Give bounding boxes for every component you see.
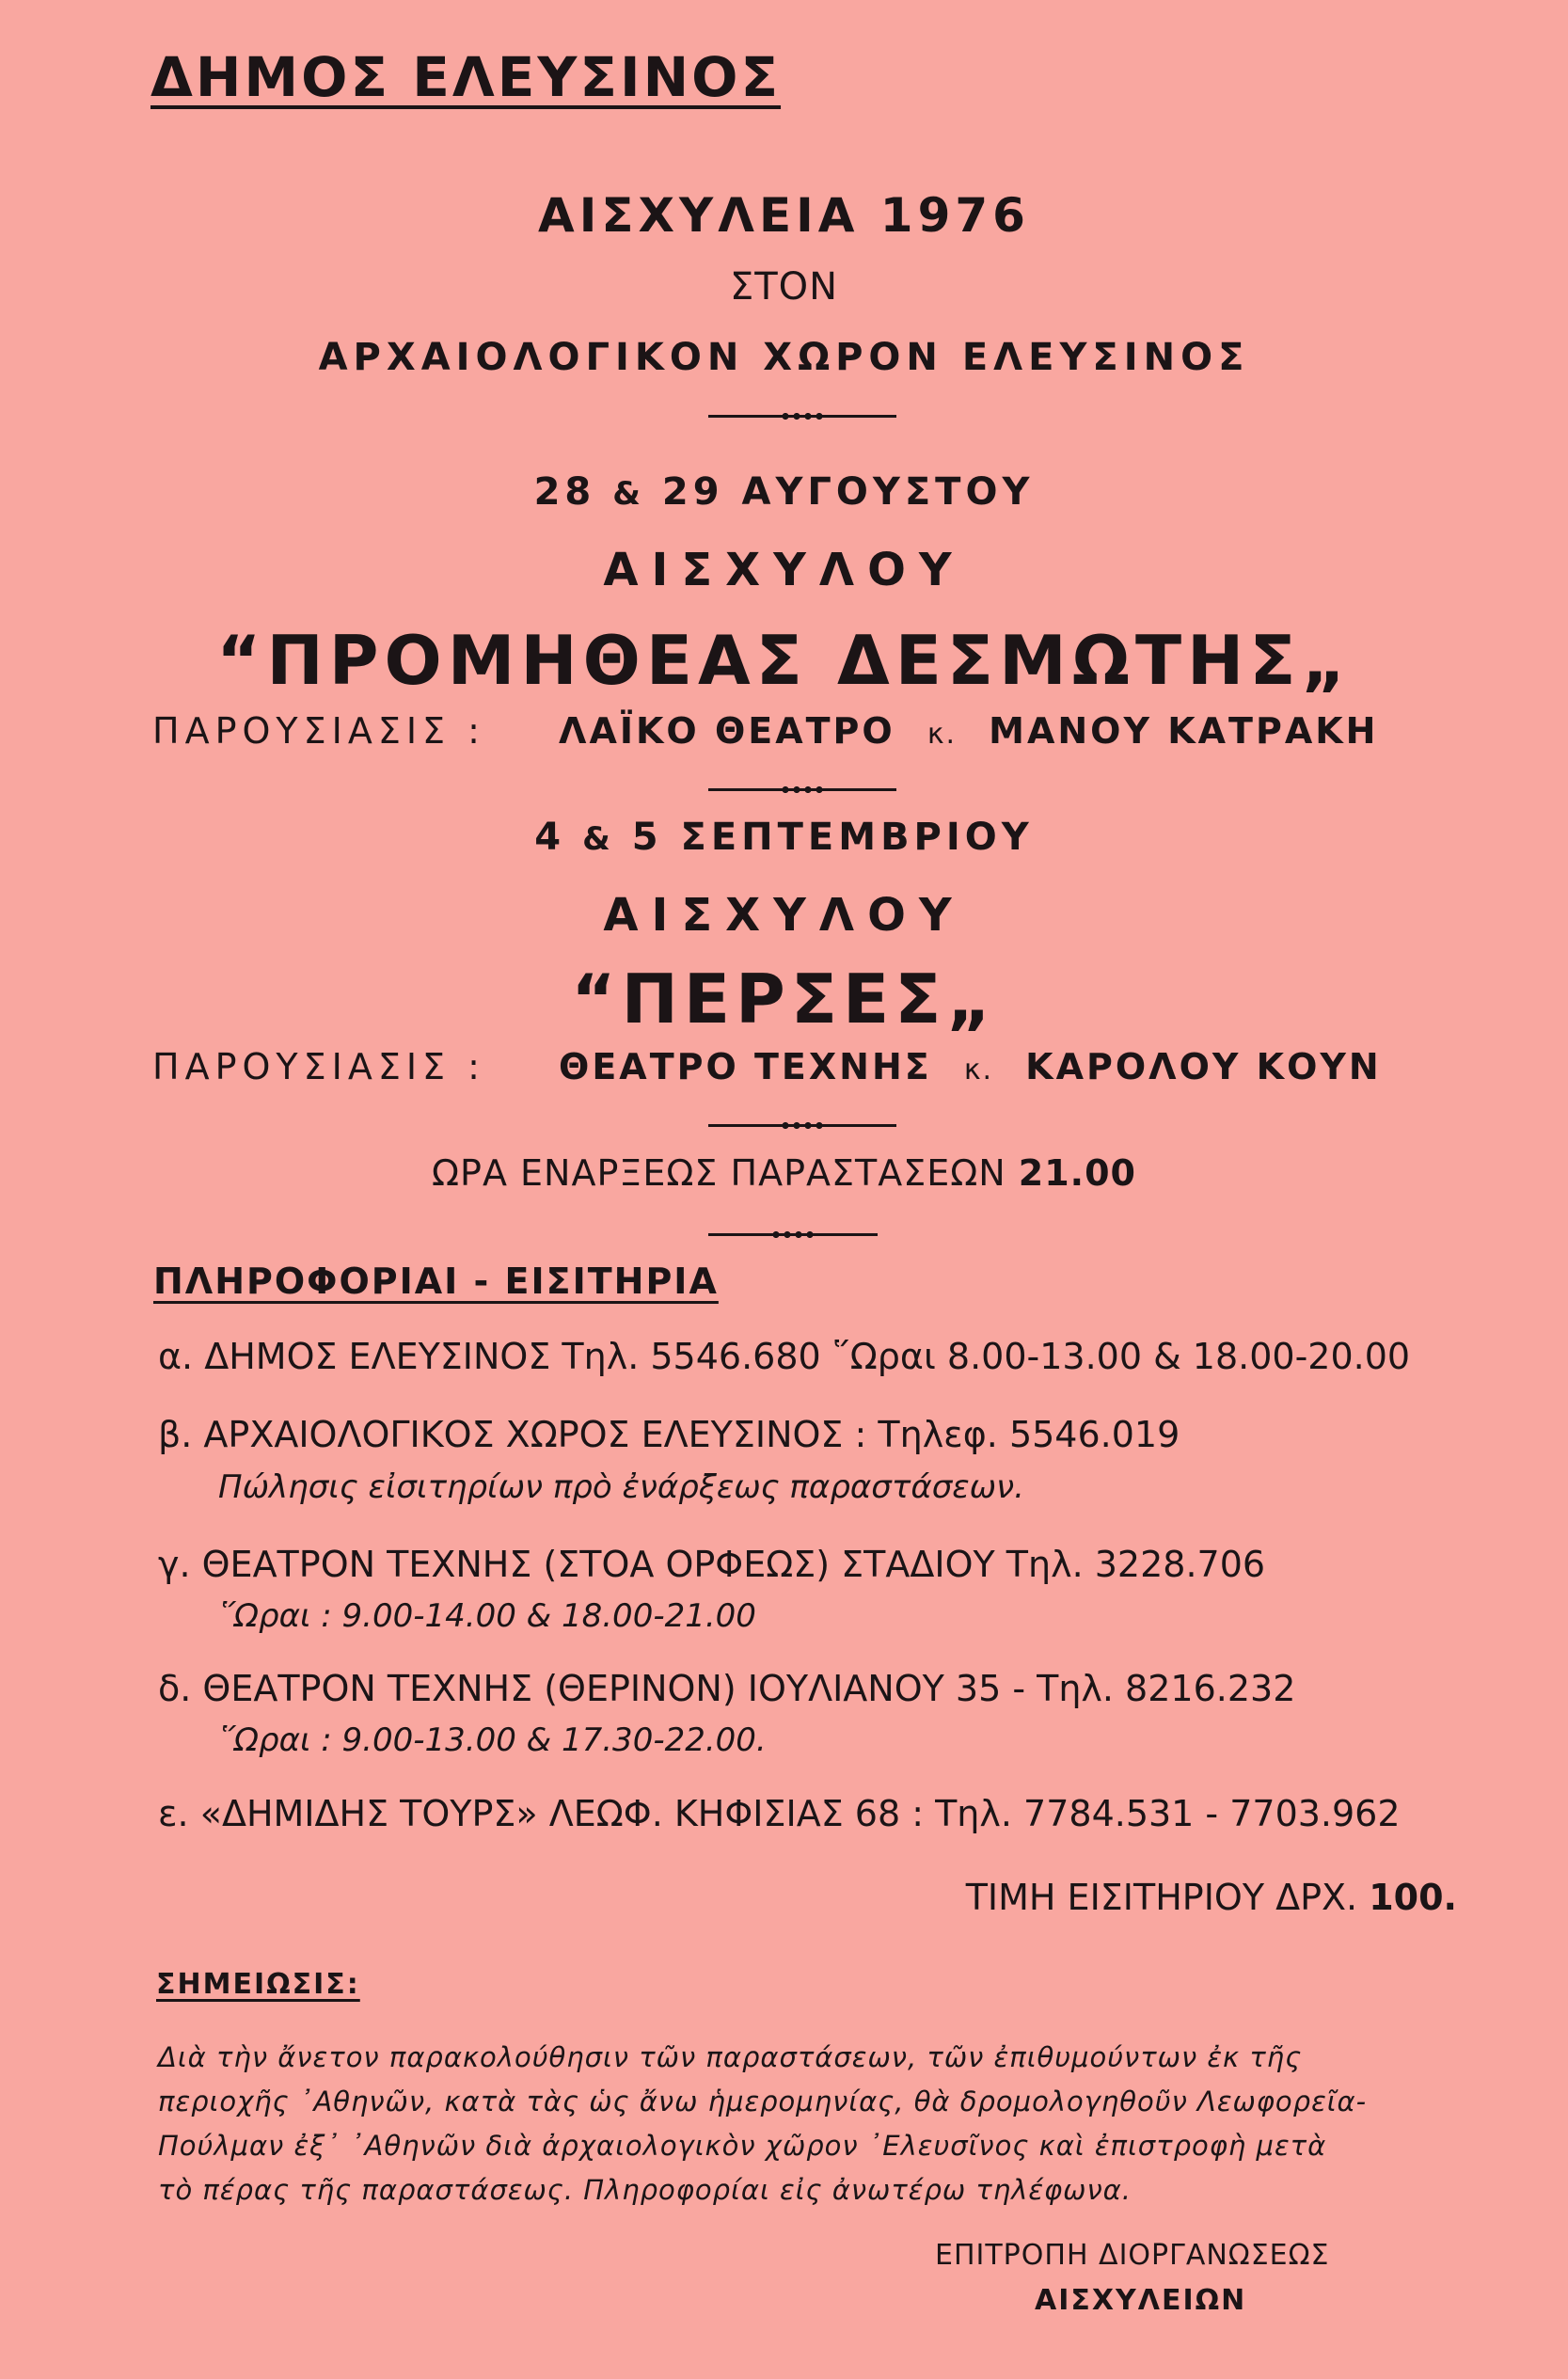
festival-venue: ΑΡΧΑΙΟΛΟΓΙΚΟΝ ΧΩΡΟΝ ΕΛΕΥΣΙΝΟΣ <box>318 336 1250 379</box>
info-item-d-sub: ῞Ωραι : 9.00-13.00 & 17.30-22.00. <box>218 1721 767 1759</box>
info-heading: ΠΛΗΡΟΦΟΡΙΑΙ - ΕΙΣΙΤΗΡΙΑ <box>153 1261 719 1302</box>
performance-1-amp: & <box>612 475 645 513</box>
info-item-b: β. ΑΡΧΑΙΟΛΟΓΙΚΟΣ ΧΩΡΟΣ ΕΛΕΥΣΙΝΟΣ : Τηλεφ. 5546.019 <box>158 1414 1180 1455</box>
performance-1-day1: 28 <box>533 470 596 514</box>
info-item-c: γ. ΘΕΑΤΡΟΝ ΤΕΧΝΗΣ (ΣΤΟΑ ΟΡΦΕΩΣ) ΣΤΑΔΙΟΥ Τηλ. 3228.706 <box>158 1544 1266 1585</box>
performance-1-play: “ΠΡΟΜΗΘΕΑΣ ΔΕΣΜΩΤΗΣ„ <box>216 621 1352 700</box>
start-time <box>0 1152 1568 1194</box>
divider <box>708 1233 878 1236</box>
performance-2-play: “ΠΕΡΣΕΣ„ <box>571 960 997 1039</box>
notes-line: Διὰ τὴν ἄνετον παρακολούθησιν τῶν παραστάσεων, τῶν ἐπιθυμούντων ἐκ τῆς <box>158 2041 1303 2073</box>
performance-2-amp: & <box>582 820 615 858</box>
performance-1-day2: 29 ΑΥΓΟΥΣΤΟΥ <box>661 470 1035 514</box>
performance-2-presentation <box>152 1046 1382 1087</box>
notes-line: τὸ πέρας τῆς παραστάσεως. Πληροφορίαι εἰς ἀνωτέρω τηλέφωνα. <box>158 2174 1132 2206</box>
performance-2-director: ΚΑΡΟΛΟΥ ΚΟΥΝ <box>1025 1046 1382 1087</box>
performance-2-day2: 5 ΣΕΠΤΕΜΒΡΙΟΥ <box>631 816 1034 859</box>
notes-line: Πούλμαν ἐξ᾿ ᾿Αθηνῶν διὰ ἀρχαιολογικὸν χῶρον ᾿Ελευσῖνος καὶ ἐπιστροφὴ μετὰ <box>158 2130 1327 2162</box>
info-item-e: ε. «ΔΗΜΙΔΗΣ ΤΟΥΡΣ» ΛΕΩΦ. ΚΗΦΙΣΙΑΣ 68 : Τηλ. 7784.531 - 7703.962 <box>158 1793 1401 1834</box>
signature-committee: ΕΠΙΤΡΟΠΗ ΔΙΟΡΓΑΝΩΣΕΩΣ <box>935 2239 1330 2272</box>
notes-heading: ΣΗΜΕΙΩΣΙΣ: <box>156 1968 360 2001</box>
performance-2-author: ΑΙΣΧΥΛΟΥ <box>603 889 965 942</box>
performance-2-honorific: κ. <box>963 1054 994 1086</box>
performance-2-dates <box>0 816 1568 859</box>
festival-title: ΑΙΣΧΥΛΕΙΑ 1976 <box>538 188 1030 243</box>
performance-2-company: ΘΕΑΤΡΟ ΤΕΧΝΗΣ <box>559 1046 932 1087</box>
divider <box>708 415 896 418</box>
divider <box>708 788 896 791</box>
notes-line: περιοχῆς ᾿Αθηνῶν, κατὰ τὰς ὡς ἄνω ἡμερομηνίας, θὰ δρομολογηθοῦν Λεωφορεῖα- <box>158 2086 1368 2117</box>
ticket-price-value: 100. <box>1369 1877 1457 1918</box>
info-item-a: α. ΔΗΜΟΣ ΕΛΕΥΣΙΝΟΣ Τηλ. 5546.680 ῞Ωραι 8.00-13.00 & 18.00-20.00 <box>158 1336 1411 1377</box>
divider <box>708 1124 896 1127</box>
info-item-c-sub: ῞Ωραι : 9.00-14.00 & 18.00-21.00 <box>218 1597 756 1635</box>
ticket-price-label: ΤΙΜΗ ΕΙΣΙΤΗΡΙΟΥ ΔΡΧ. <box>965 1877 1358 1918</box>
performance-1-company: ΛΑΪΚΟ ΘΕΑΤΡΟ <box>559 710 895 752</box>
performance-1-honorific: κ. <box>927 718 958 751</box>
performance-1-author: ΑΙΣΧΥΛΟΥ <box>603 544 965 596</box>
start-time-label: ΩΡΑ ΕΝΑΡΞΕΩΣ ΠΑΡΑΣΤΑΣΕΩΝ <box>432 1152 1006 1194</box>
festival-preposition: ΣΤΟΝ <box>729 265 839 309</box>
performance-1-director: ΜΑΝΟΥ ΚΑΤΡΑΚΗ <box>989 710 1379 752</box>
info-item-b-sub: Πώλησις εἰσιτηρίων πρὸ ἐνάρξεως παραστάσεων. <box>218 1468 1024 1506</box>
performance-2-day1: 4 <box>534 816 566 859</box>
ticket-price <box>966 1877 1457 1918</box>
presentation-label: ΠΑΡΟΥΣΙΑΣΙΣ : <box>152 1046 485 1087</box>
signature-festival: ΑΙΣΧΥΛΕΙΩΝ <box>1035 2284 1247 2317</box>
performance-1-dates <box>0 470 1568 514</box>
municipality-title: ΔΗΜΟΣ ΕΛΕΥΣΙΝΟΣ <box>150 45 782 109</box>
performance-1-presentation <box>152 710 1379 752</box>
start-time-value: 21.00 <box>1018 1152 1136 1194</box>
presentation-label: ΠΑΡΟΥΣΙΑΣΙΣ : <box>152 710 485 752</box>
info-item-d: δ. ΘΕΑΤΡΟΝ ΤΕΧΝΗΣ (ΘΕΡΙΝΟΝ) ΙΟΥΛΙΑΝΟΥ 35 - Τηλ. 8216.232 <box>158 1668 1296 1709</box>
